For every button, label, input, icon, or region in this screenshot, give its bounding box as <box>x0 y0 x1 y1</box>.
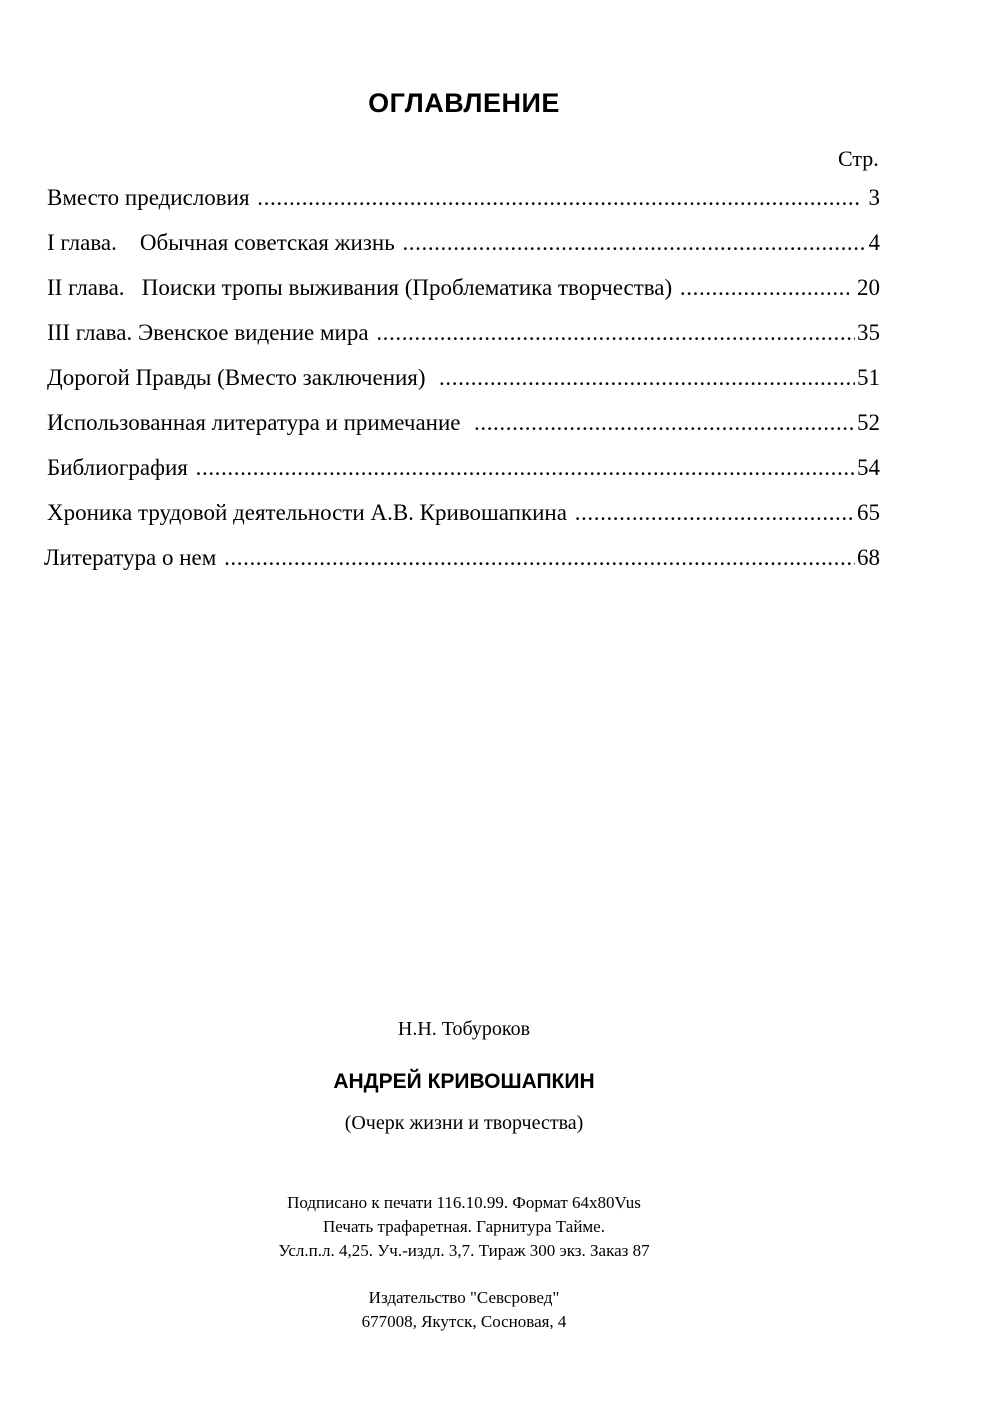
toc-entry <box>47 500 880 530</box>
dot-leader <box>575 500 855 526</box>
author-name: Н.Н. Тобуроков <box>397 1018 531 1040</box>
page-column-header: Стр. <box>838 146 879 171</box>
toc-entry-page: 51 <box>857 365 880 390</box>
dot-leader <box>196 455 855 481</box>
dot-leader <box>224 545 855 571</box>
toc-entry-page: 52 <box>857 410 880 435</box>
dot-leader <box>439 365 855 391</box>
publisher-line: 677008, Якутск, Сосновая, 4 <box>361 1312 567 1331</box>
print-details <box>0 1191 928 1263</box>
toc-entry <box>47 455 880 485</box>
toc-entry <box>47 320 880 350</box>
toc-entry-page: 35 <box>857 320 880 345</box>
dot-leader <box>474 410 855 436</box>
toc-entry-page: 20 <box>851 275 880 300</box>
toc-entry-page: 68 <box>857 545 880 570</box>
print-line: Печать трафаретная. Гарнитура Тайме. <box>323 1217 605 1236</box>
toc-entry-label: Использованная литература и примечание <box>47 410 472 435</box>
dot-leader <box>257 185 860 211</box>
toc-entry <box>47 230 880 260</box>
toc-entry-page: 65 <box>857 500 880 525</box>
toc-entry <box>47 185 880 215</box>
toc-entry-page: 54 <box>857 455 880 480</box>
dot-leader <box>376 320 855 346</box>
dot-leader <box>402 230 866 256</box>
toc-entry-label: Вместо предисловия <box>47 185 256 210</box>
print-line: Подписано к печати 116.10.99. Формат 64x80Vus <box>287 1193 641 1212</box>
toc-entry-label: III глава. Эвенское видение мира <box>47 320 375 345</box>
publisher-line: Издательство "Севсровед" <box>368 1288 560 1307</box>
toc-entry-label: Хроника трудовой деятельности А.В. Кривошапкина <box>47 500 573 525</box>
toc-entry-label: Библиография <box>47 455 194 480</box>
toc-entry <box>47 365 880 395</box>
toc-entry-page: 3 <box>862 185 880 210</box>
toc-title: ОГЛАВЛЕНИЕ <box>368 88 560 118</box>
dot-leader <box>680 275 849 301</box>
toc-entry-label: II глава. Поиски тропы выживания (Проблематика творчества) <box>47 275 678 300</box>
publisher-details <box>0 1286 928 1334</box>
toc-entry <box>44 545 880 575</box>
book-subtitle: (Очерк жизни и творчества) <box>344 1112 584 1134</box>
toc-entry-label: Литература о нем <box>44 545 223 570</box>
toc-entry <box>47 410 880 440</box>
print-line: Усл.п.л. 4,25. Уч.-издл. 3,7. Тираж 300 экз. Заказ 87 <box>278 1241 650 1260</box>
book-title: АНДРЕЙ КРИВОШАПКИН <box>333 1070 595 1093</box>
toc-entry-page: 4 <box>868 230 880 255</box>
toc-entry <box>47 275 880 305</box>
toc-entry-label: Дорогой Правды (Вместо заключения) <box>47 365 438 390</box>
toc-entry-label: I глава. Обычная советская жизнь <box>47 230 401 255</box>
